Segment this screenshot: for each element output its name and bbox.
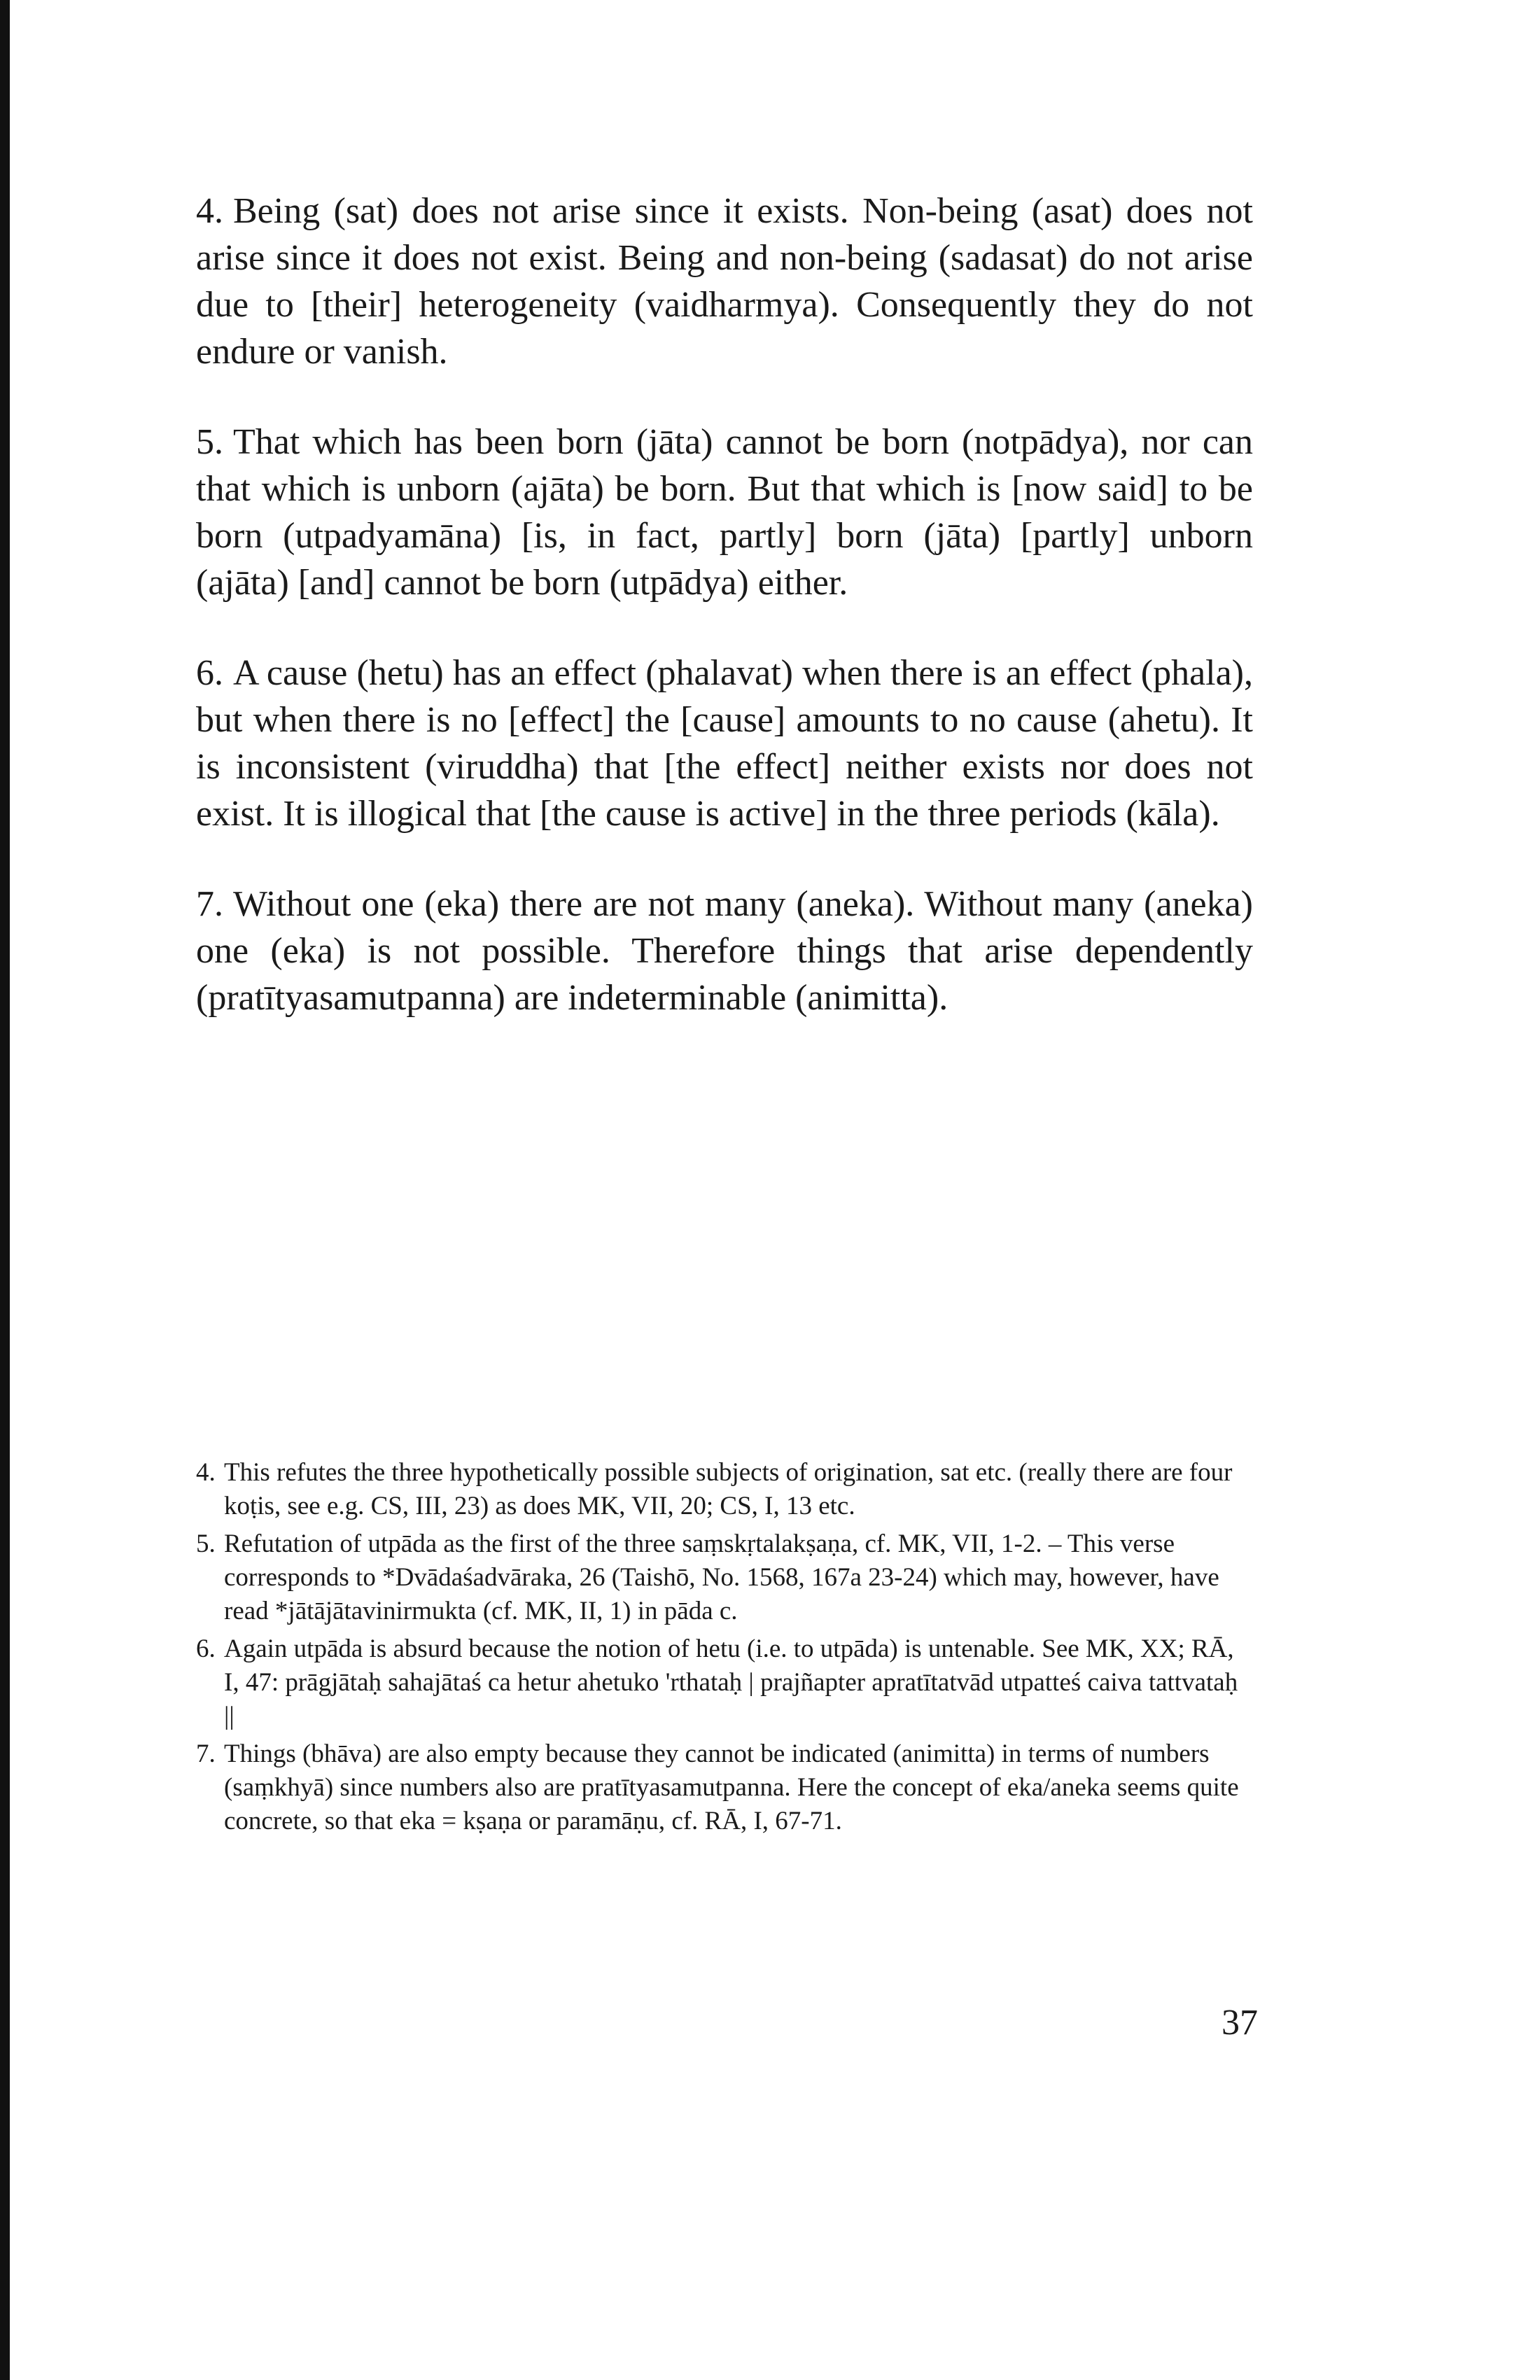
footnote-text: Refutation of utpāda as the first of the three saṃskṛtalakṣaṇa, cf. MK, VII, 1-2. – This verse corresponds to *Dvādaśadvāraka, 26 (Taishō, No. 1568, 167a 23-24) which may, however, have read *jātājātavinirmukta (cf. MK, II, 1) in pāda c. xyxy=(224,1530,1219,1625)
footnote-number: 6. xyxy=(196,1634,216,1663)
verses-section xyxy=(196,188,1253,1065)
verse-6 xyxy=(196,650,1253,837)
verse-number: 7. xyxy=(196,884,223,924)
verse-7 xyxy=(196,881,1253,1021)
footnote-text: This refutes the three hypothetically possible subjects of origination, sat etc. (really there are four koṭis, see e.g. CS, III, 23) as does MK, VII, 20; CS, I, 13 etc. xyxy=(224,1458,1233,1520)
footnote-6 xyxy=(196,1632,1253,1733)
footnote-number: 7. xyxy=(196,1740,216,1768)
verse-number: 5. xyxy=(196,422,223,462)
page-number: 37 xyxy=(1222,2003,1258,2043)
footnote-7 xyxy=(196,1737,1253,1838)
footnote-number: 4. xyxy=(196,1458,216,1487)
footnote-text: Again utpāda is absurd because the notion of hetu (i.e. to utpāda) is untenable. See MK, XX; RĀ, I, 47: prāgjātaḥ sahajātaś ca hetur ahetuko 'rthataḥ | prajñapter apratītatvād utpatteś caiva tattvataḥ || xyxy=(224,1634,1238,1730)
verse-text: A cause (hetu) has an effect (phalavat) when there is an effect (phala), but when there is no [effect] the [cause] amounts to no cause (ahetu). It is inconsistent (viruddha) that [the effect] neither exists nor does not exist. It is illogical that [the cause is active] in the three periods (kāla). xyxy=(196,653,1253,834)
verse-4 xyxy=(196,188,1253,375)
verse-5 xyxy=(196,419,1253,606)
binding-edge xyxy=(0,0,10,2380)
verse-text: That which has been born (jāta) cannot be born (notpādya), nor can that which is unborn (ajāta) be born. But that which is [now said] to be born (utpadyamāna) [is, in fact, partly] born (jāta) [partly] unborn (ajāta) [and] cannot be born (utpādya) either. xyxy=(196,422,1253,603)
verse-number: 6. xyxy=(196,653,223,693)
verse-number: 4. xyxy=(196,191,223,231)
footnote-5 xyxy=(196,1527,1253,1628)
footnotes-section xyxy=(196,1456,1253,1842)
verse-text: Being (sat) does not arise since it exists. Non-being (asat) does not arise since it does not exist. Being and non-being (sadasat) do not arise due to [their] heterogeneity (vaidharmya). Consequently they do not endure or vanish. xyxy=(196,191,1253,372)
footnote-number: 5. xyxy=(196,1530,216,1558)
footnote-4 xyxy=(196,1456,1253,1523)
footnote-text: Things (bhāva) are also empty because they cannot be indicated (animitta) in terms of numbers (saṃkhyā) since numbers also are pratītyasamutpanna. Here the concept of eka/aneka seems quite concrete, so that eka = kṣaṇa or paramāṇu, cf. RĀ, I, 67-71. xyxy=(224,1740,1239,1835)
verse-text: Without one (eka) there are not many (aneka). Without many (aneka) one (eka) is not possible. Therefore things that arise dependently (pratītyasamutpanna) are indeterminable (animitta). xyxy=(196,884,1253,1018)
